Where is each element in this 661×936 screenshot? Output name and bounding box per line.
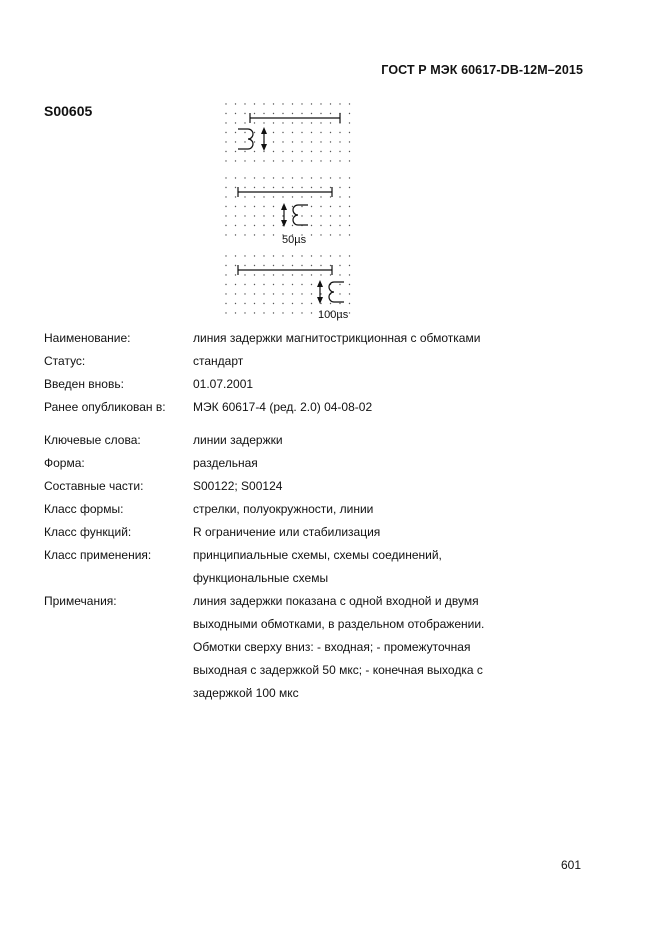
arrow-down-icon [261,144,267,151]
field-value: 01.07.2001 [193,377,254,391]
field-value: стандарт [193,354,244,368]
field-label: Примечания: [44,594,117,608]
field-label: Класс формы: [44,502,124,516]
field-value: МЭК 60617-4 (ред. 2.0) 04-08-02 [193,400,373,414]
field-value: раздельная [193,456,258,470]
arrow-up-icon [317,280,323,287]
arrow-down-icon [317,297,323,304]
field-label: Класс функций: [44,525,132,539]
field-label: Составные части: [44,479,144,493]
delay-line-bottom [238,265,332,275]
field-label: Наименование: [44,331,131,345]
field-label: Ранее опубликован в: [44,400,166,414]
field-label: Введен вновь: [44,377,124,391]
field-value: принципиальные схемы, схемы соединений, функциональные схемы [193,548,442,585]
field-value: стрелки, полуокружности, линии [193,502,374,516]
page-number: 601 [561,858,582,872]
field-label: Статус: [44,354,86,368]
arrow-up-icon [261,127,267,134]
intermediate-winding [284,205,308,225]
delay-line-middle [238,187,332,197]
symbol-figure [222,100,362,322]
delay-label-50: 50µs [282,234,307,246]
field-value: линия задержки показана с одной входной и двумя выходными обмотками, в раздельном отображении. Обмотки сверху вниз: - входная; - промежуточная выходная с задержкой 50 мкс; - конечная выходка с задержкой 100 мкс [193,594,485,700]
arrow-down-icon [281,220,287,227]
delay-label-100: 100µs [318,309,349,321]
field-label: Класс применения: [44,548,152,562]
field-label: Ключевые слова: [44,433,141,447]
field-value: S00122; S00124 [193,479,283,493]
arrow-up-icon [281,203,287,210]
field-value: линия задержки магнитострикционная с обмотками [193,331,481,345]
field-value: R ограничение или стабилизация [193,525,381,539]
field-value: линии задержки [193,433,283,447]
symbol-code: S00605 [44,103,93,119]
delay-line-top [250,113,340,123]
input-winding [238,129,264,149]
standard-designation: ГОСТ Р МЭК 60617-DB-12M–2015 [381,63,583,77]
field-label: Форма: [44,456,85,470]
